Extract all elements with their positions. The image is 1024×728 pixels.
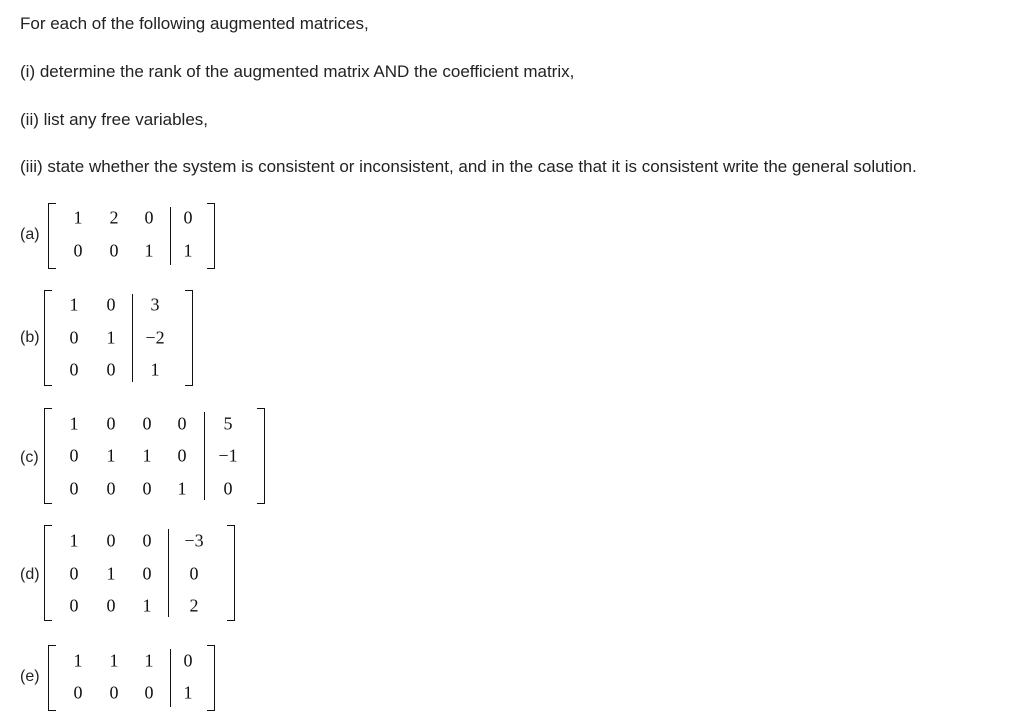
matrix-entry: 0 [73, 682, 83, 703]
matrix-entry: 0 [177, 445, 187, 466]
matrix-entry: 0 [69, 563, 79, 584]
matrix-entry: 1 [106, 563, 116, 584]
left-bracket [48, 645, 56, 711]
matrix-entry: 0 [189, 563, 199, 584]
matrix-entry: 2 [109, 207, 119, 228]
problem-e-label: (e) [20, 668, 40, 685]
problem-b-label: (b) [20, 329, 40, 346]
left-bracket [44, 290, 52, 386]
matrix-entry: 1 [69, 294, 79, 315]
right-bracket [185, 290, 193, 386]
matrix-entry: 0 [106, 359, 116, 380]
matrix-entry: 1 [183, 682, 193, 703]
problem-b-matrix [44, 290, 192, 386]
matrix-entry: 1 [73, 207, 83, 228]
right-bracket [227, 525, 235, 621]
augment-bar [204, 412, 205, 500]
matrix-entry: 1 [142, 445, 152, 466]
matrix-entry: 1 [73, 650, 83, 671]
augment-bar [132, 294, 133, 382]
matrix-entry: 0 [142, 478, 152, 499]
matrix-entry: 1 [183, 240, 193, 261]
matrix-entry: 0 [69, 595, 79, 616]
problem-a-matrix [48, 203, 214, 269]
instruction-part-ii: (ii) list any free variables, [20, 110, 209, 129]
matrix-entry: 0 [142, 563, 152, 584]
problem-e-matrix [48, 645, 214, 711]
matrix-entry: 0 [69, 478, 79, 499]
matrix-entry: 3 [150, 294, 160, 315]
matrix-entry: 1 [106, 445, 116, 466]
matrix-entry: 5 [223, 413, 233, 434]
matrix-entry: 1 [69, 413, 79, 434]
matrix-entry: 0 [144, 207, 154, 228]
matrix-entry: 1 [144, 650, 154, 671]
matrix-entry: 0 [223, 478, 233, 499]
augment-bar [170, 207, 171, 265]
matrix-entry: 0 [183, 650, 193, 671]
matrix-entry: −2 [145, 327, 165, 348]
matrix-entry: 2 [189, 595, 199, 616]
matrix-entry: 0 [177, 413, 187, 434]
matrix-entry: 0 [142, 413, 152, 434]
matrix-entry: 0 [109, 240, 119, 261]
problem-a-label: (a) [20, 226, 40, 243]
matrix-entry: 0 [144, 682, 154, 703]
matrix-entry: 0 [106, 595, 116, 616]
instruction-part-i: (i) determine the rank of the augmented matrix AND the coefficient matrix, [20, 62, 575, 81]
left-bracket [48, 203, 56, 269]
left-bracket [44, 408, 52, 504]
matrix-entry: 1 [69, 530, 79, 551]
left-bracket [44, 525, 52, 621]
right-bracket [207, 645, 215, 711]
problem-d-label: (d) [20, 566, 40, 583]
right-bracket [207, 203, 215, 269]
problem-c-matrix [44, 408, 264, 504]
matrix-entry: 0 [106, 478, 116, 499]
matrix-entry: 1 [144, 240, 154, 261]
matrix-entry: 0 [69, 445, 79, 466]
instruction-part-iii: (iii) state whether the system is consistent or inconsistent, and in the case that it is consistent write the general solution. [20, 157, 917, 176]
intro-text: For each of the following augmented matrices, [20, 14, 369, 33]
problem-c-label: (c) [20, 449, 39, 466]
matrix-entry: 1 [109, 650, 119, 671]
matrix-entry: 0 [69, 327, 79, 348]
matrix-entry: 0 [183, 207, 193, 228]
matrix-entry: 0 [106, 294, 116, 315]
matrix-entry: 1 [177, 478, 187, 499]
matrix-entry: 0 [142, 530, 152, 551]
augment-bar [168, 529, 169, 617]
problem-d-matrix [44, 525, 234, 621]
matrix-entry: 0 [109, 682, 119, 703]
matrix-entry: 0 [73, 240, 83, 261]
right-bracket [257, 408, 265, 504]
matrix-entry: 0 [106, 413, 116, 434]
matrix-entry: 1 [142, 595, 152, 616]
matrix-entry: 1 [106, 327, 116, 348]
matrix-entry: −3 [184, 530, 204, 551]
matrix-entry: 1 [150, 359, 160, 380]
matrix-entry: 0 [69, 359, 79, 380]
matrix-entry: 0 [106, 530, 116, 551]
matrix-entry: −1 [218, 445, 238, 466]
augment-bar [170, 649, 171, 707]
